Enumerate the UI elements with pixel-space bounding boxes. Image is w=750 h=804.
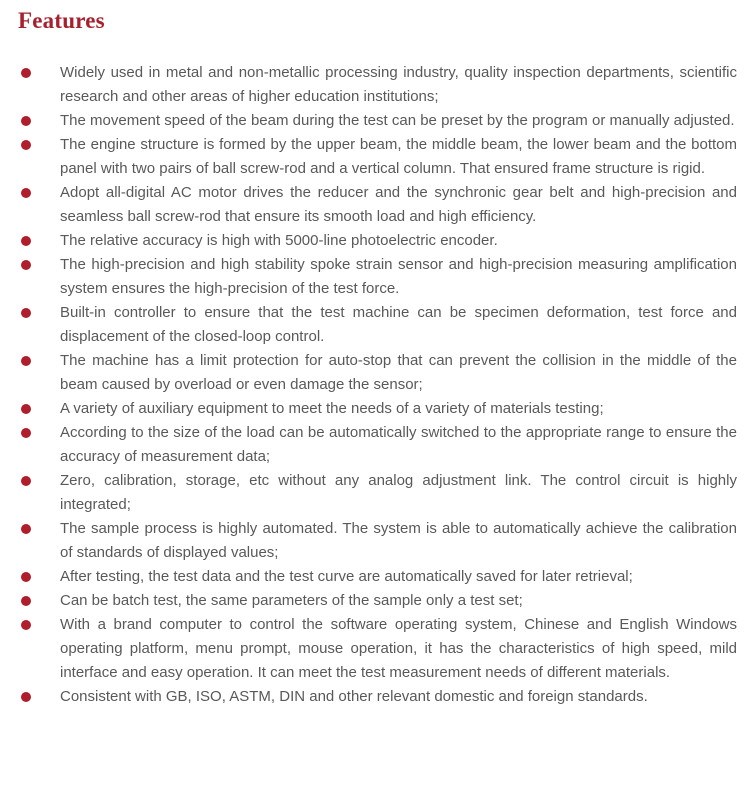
bullet-icon (21, 116, 31, 126)
list-item (0, 253, 750, 301)
feature-text: Built-in controller to ensure that the test machine can be specimen deformation, test force and displacement of the closed-loop control. (60, 304, 737, 345)
feature-text: Can be batch test, the same parameters of the sample only a test set; (60, 592, 523, 609)
bullet-icon (21, 308, 31, 318)
bullet-icon (21, 692, 31, 702)
bullet-icon (21, 356, 31, 366)
feature-text: The relative accuracy is high with 5000-line photoelectric encoder. (60, 232, 498, 249)
feature-text: The machine has a limit protection for auto-stop that can prevent the collision in the middle of the beam caused by overload or even damage the sensor; (60, 352, 737, 393)
features-list (0, 61, 750, 709)
list-item (0, 469, 750, 517)
bullet-icon (21, 236, 31, 246)
feature-text: According to the size of the load can be automatically switched to the appropriate range to ensure the accuracy of measurement data; (60, 424, 737, 465)
feature-text: The engine structure is formed by the upper beam, the middle beam, the lower beam and the bottom panel with two pairs of ball screw-rod and a vertical column. That ensured frame structure is rigid. (60, 136, 737, 177)
list-item (0, 421, 750, 469)
list-item (0, 133, 750, 181)
list-item (0, 349, 750, 397)
list-item (0, 685, 750, 709)
list-item (0, 181, 750, 229)
bullet-icon (21, 140, 31, 150)
feature-text: The sample process is highly automated. The system is able to automatically achieve the calibration of standards of displayed values; (60, 520, 737, 561)
list-item (0, 397, 750, 421)
list-item (0, 229, 750, 253)
bullet-icon (21, 428, 31, 438)
feature-text: After testing, the test data and the test curve are automatically saved for later retrieval; (60, 568, 633, 585)
bullet-icon (21, 524, 31, 534)
bullet-icon (21, 68, 31, 78)
list-item (0, 517, 750, 565)
bullet-icon (21, 476, 31, 486)
feature-text: With a brand computer to control the software operating system, Chinese and English Windows operating platform, menu prompt, mouse operation, it has the characteristics of high speed, mild interface and easy operation. It can meet the test measurement needs of different materials. (60, 616, 737, 681)
bullet-icon (21, 620, 31, 630)
feature-text: A variety of auxiliary equipment to meet the needs of a variety of materials testing; (60, 400, 604, 417)
list-item (0, 109, 750, 133)
feature-text: Zero, calibration, storage, etc without any analog adjustment link. The control circuit is highly integrated; (60, 472, 737, 513)
feature-text: Adopt all-digital AC motor drives the reducer and the synchronic gear belt and high-precision and seamless ball screw-rod that ensure its smooth load and high efficiency. (60, 184, 737, 225)
feature-text: Consistent with GB, ISO, ASTM, DIN and other relevant domestic and foreign standards. (60, 688, 648, 705)
bullet-icon (21, 260, 31, 270)
list-item (0, 301, 750, 349)
bullet-icon (21, 188, 31, 198)
page-title: Features (18, 8, 105, 33)
bullet-icon (21, 596, 31, 606)
bullet-icon (21, 572, 31, 582)
feature-text: The high-precision and high stability spoke strain sensor and high-precision measuring amplification system ensures the high-precision of the test force. (60, 256, 737, 297)
list-item (0, 613, 750, 685)
feature-text: The movement speed of the beam during the test can be preset by the program or manually adjusted. (60, 112, 735, 129)
bullet-icon (21, 404, 31, 414)
list-item (0, 565, 750, 589)
list-item (0, 61, 750, 109)
feature-text: Widely used in metal and non-metallic processing industry, quality inspection departments, scientific research and other areas of higher education institutions; (60, 64, 737, 105)
list-item (0, 589, 750, 613)
